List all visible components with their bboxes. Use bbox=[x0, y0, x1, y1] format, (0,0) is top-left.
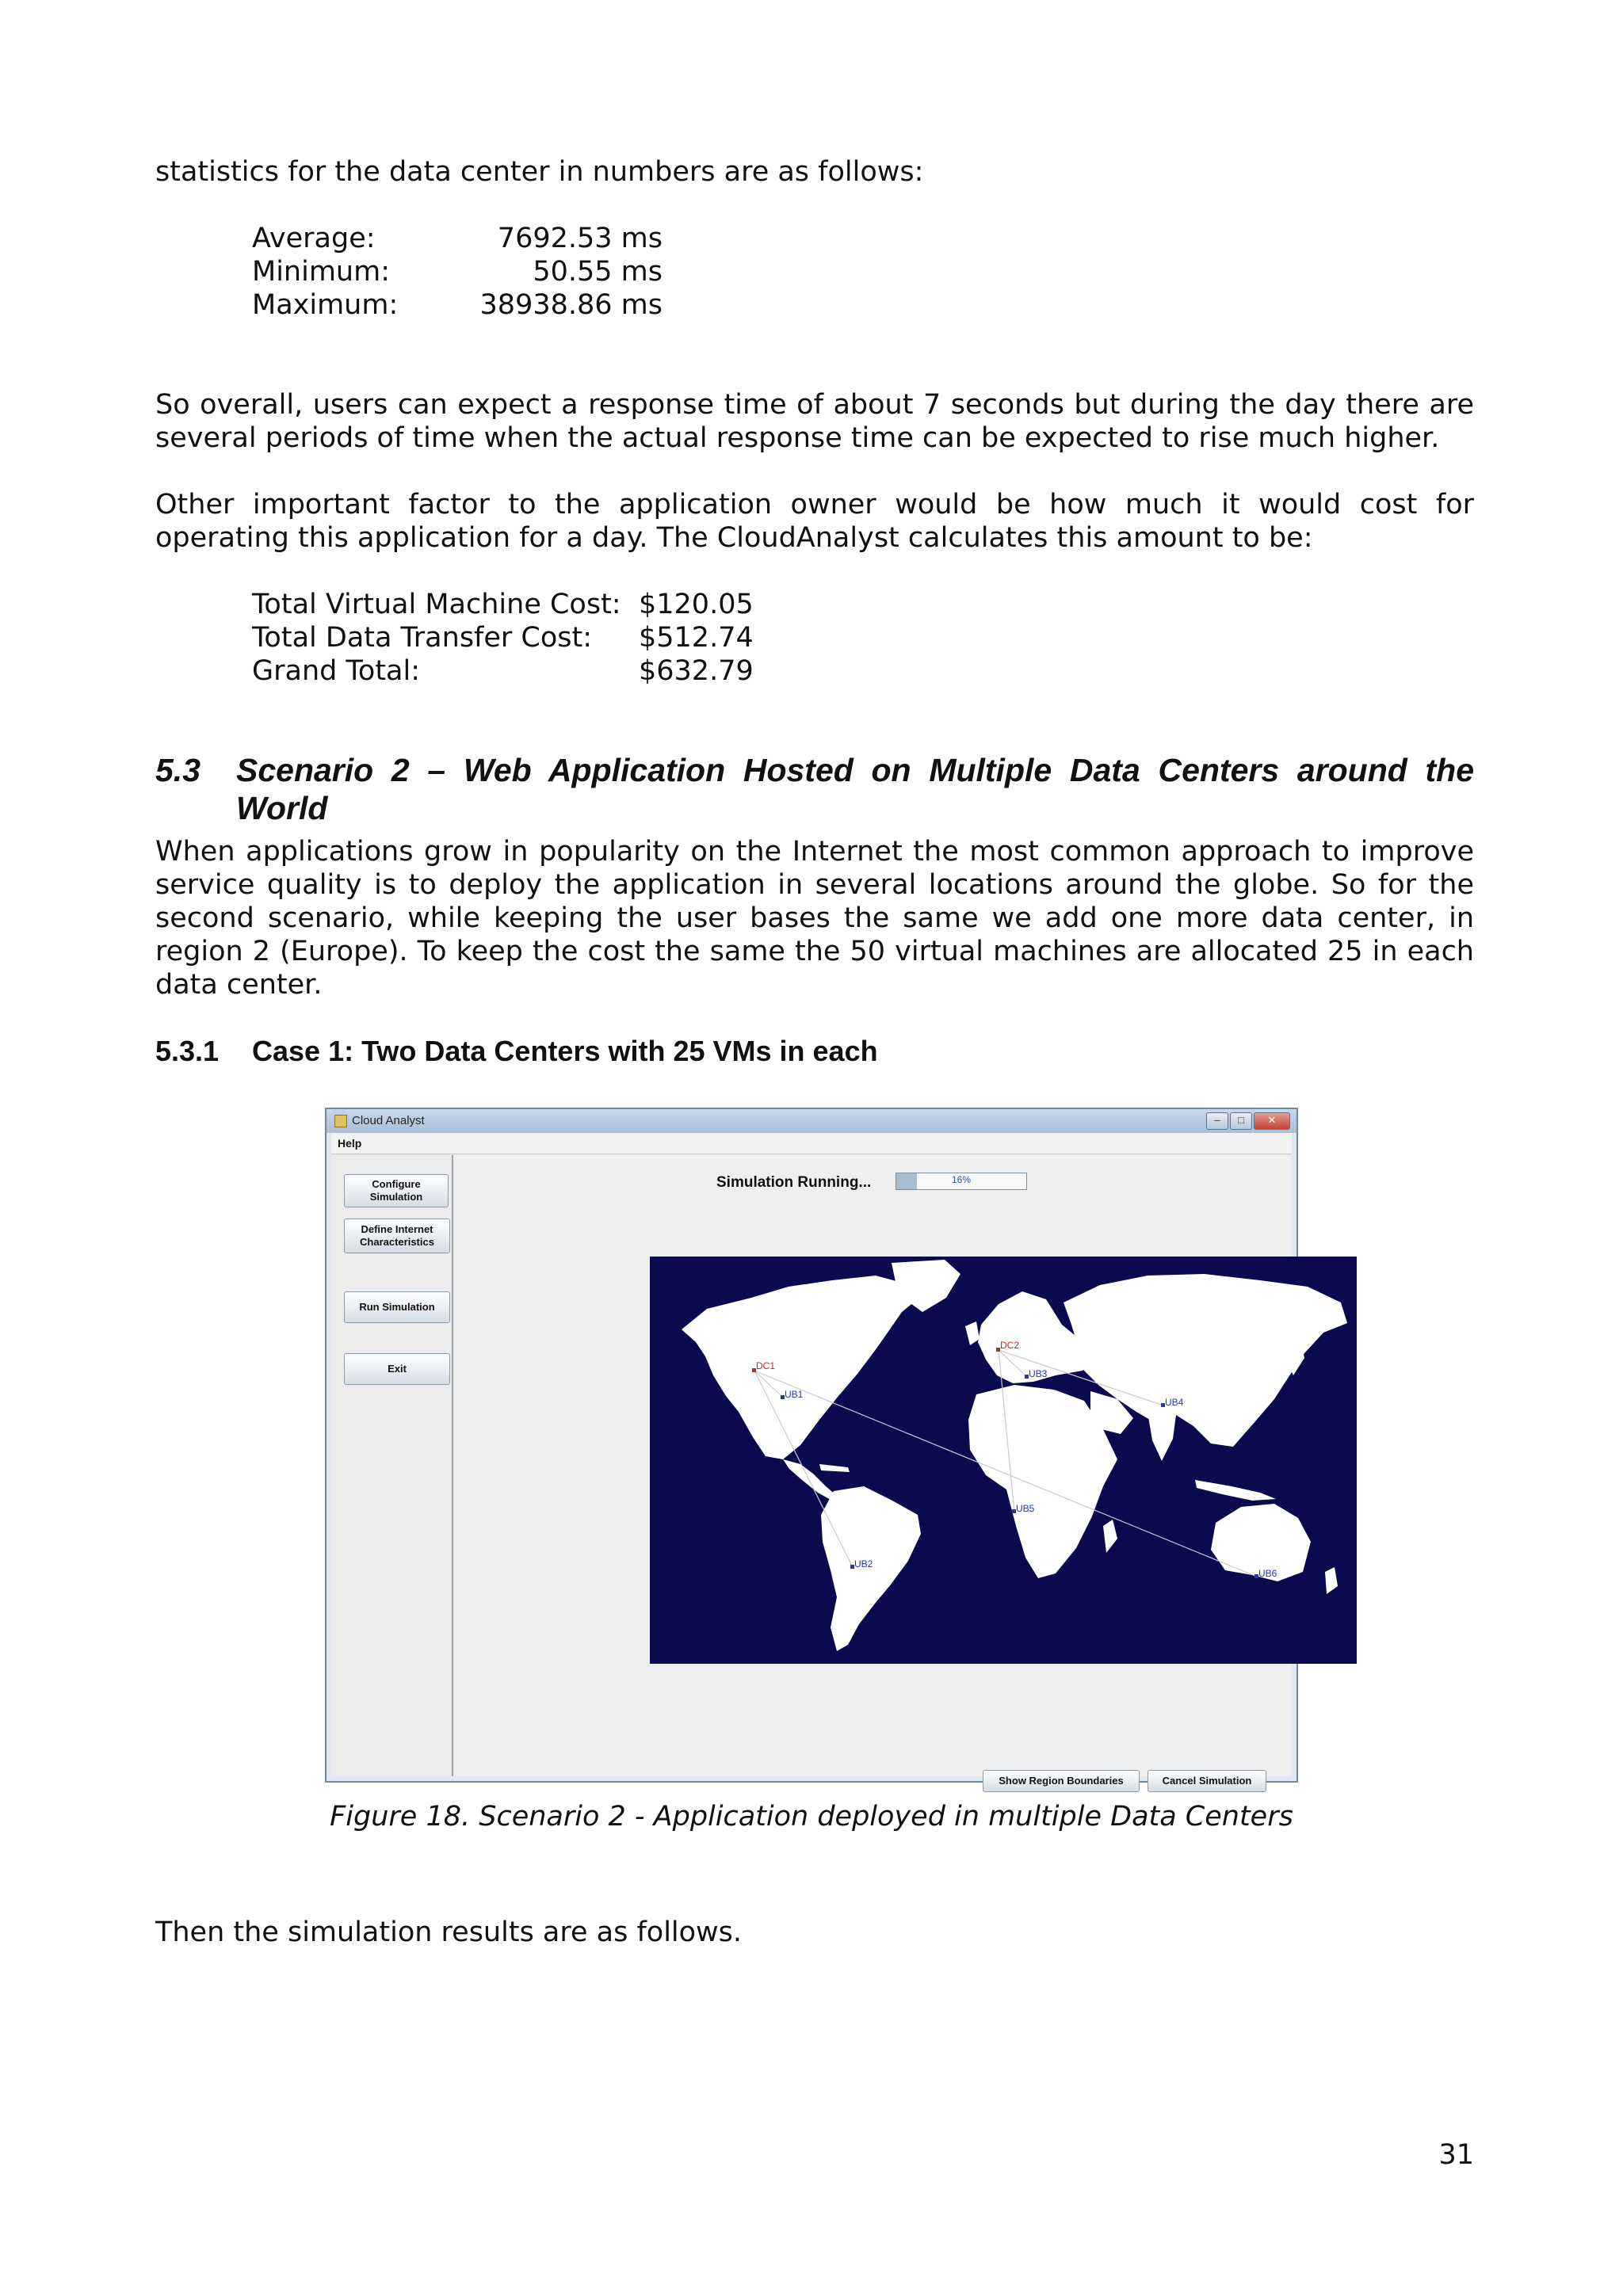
section-title: Scenario 2 – Web Application Hosted on Multiple Data Centers around the World bbox=[236, 752, 1474, 826]
cost-value: $512.74 bbox=[639, 622, 754, 654]
window-titlebar bbox=[327, 1109, 1296, 1133]
stat-label: Average: bbox=[252, 223, 376, 254]
figure-caption: Figure 18. Scenario 2 - Application deployed in multiple Data Centers bbox=[330, 1801, 1293, 1833]
cost-value: $632.79 bbox=[639, 655, 754, 687]
minimize-icon[interactable]: – bbox=[1206, 1112, 1228, 1130]
subsection-title: Case 1: Two Data Centers with 25 VMs in each bbox=[252, 1035, 878, 1067]
scenario-paragraph: When applications grow in popularity on the Internet the most common approach to improve service quality is to deploy the application in several locations around the globe. So for the second scenario, while keeping the user bases the same we add one more data center, in region 2 (Europe). To keep the cost the same the 50 virtual machines are allocated 25 in each data center. bbox=[155, 836, 1474, 1001]
section-heading bbox=[155, 751, 1474, 827]
cost-label: Total Virtual Machine Cost: bbox=[252, 589, 621, 620]
ub1-label: UB1 bbox=[785, 1389, 804, 1400]
subsection-heading bbox=[155, 1035, 878, 1068]
define-internet-characteristics-button[interactable]: Define Internet Characteristics bbox=[344, 1219, 450, 1253]
progress-bar bbox=[896, 1173, 1027, 1190]
progress-text: 16% bbox=[951, 1174, 972, 1185]
ub2-label: UB2 bbox=[854, 1558, 873, 1569]
ub4-label: UB4 bbox=[1165, 1397, 1184, 1408]
app-icon bbox=[334, 1115, 347, 1127]
results-paragraph: Then the simulation results are as follows. bbox=[155, 1917, 743, 1948]
cost-value: $120.05 bbox=[639, 589, 754, 620]
menu-help[interactable]: Help bbox=[338, 1137, 362, 1150]
exit-button[interactable]: Exit bbox=[344, 1353, 450, 1385]
run-simulation-button[interactable]: Run Simulation bbox=[344, 1291, 450, 1323]
configure-simulation-button[interactable]: Configure Simulation bbox=[344, 1174, 449, 1207]
cost-label: Total Data Transfer Cost: bbox=[252, 622, 593, 654]
dc1-label: DC1 bbox=[756, 1360, 776, 1371]
close-icon[interactable]: ✕ bbox=[1254, 1112, 1290, 1130]
ub5-label: UB5 bbox=[1016, 1503, 1035, 1514]
dc2-label: DC2 bbox=[1000, 1340, 1020, 1351]
maximize-icon[interactable]: □ bbox=[1230, 1112, 1252, 1130]
section-number: 5.3 bbox=[155, 752, 200, 788]
window-title: Cloud Analyst bbox=[352, 1114, 425, 1127]
cancel-simulation-button[interactable]: Cancel Simulation bbox=[1148, 1770, 1266, 1792]
stat-value: 7692.53 ms bbox=[497, 223, 663, 254]
subsection-number: 5.3.1 bbox=[155, 1035, 220, 1067]
page-number: 31 bbox=[1438, 2139, 1474, 2171]
simulation-panel bbox=[453, 1155, 1292, 1787]
stat-label: Maximum: bbox=[252, 289, 399, 321]
stat-value: 50.55 ms bbox=[533, 256, 663, 288]
intro-paragraph: statistics for the data center in numbers are as follows: bbox=[155, 156, 924, 188]
stat-label: Minimum: bbox=[252, 256, 390, 288]
ub3-label: UB3 bbox=[1029, 1368, 1048, 1379]
cloud-analyst-window bbox=[325, 1108, 1298, 1787]
overall-paragraph: So overall, users can expect a response time of about 7 seconds but during the day there are several periods of time when the actual response time can be expected to rise much higher. bbox=[155, 389, 1474, 454]
show-region-boundaries-button[interactable]: Show Region Boundaries bbox=[983, 1770, 1140, 1792]
left-panel bbox=[331, 1155, 454, 1776]
simulation-status: Simulation Running... bbox=[716, 1174, 872, 1191]
window-controls bbox=[1206, 1112, 1290, 1130]
menu-bar bbox=[331, 1133, 1292, 1154]
world-map bbox=[650, 1257, 1357, 1664]
stat-value: 38938.86 ms bbox=[479, 289, 663, 321]
cost-label: Grand Total: bbox=[252, 655, 421, 687]
ub6-label: UB6 bbox=[1258, 1568, 1277, 1579]
cost-paragraph: Other important factor to the application owner would be how much it would cost for operating this application for a day. The CloudAnalyst calculates this amount to be: bbox=[155, 489, 1474, 554]
